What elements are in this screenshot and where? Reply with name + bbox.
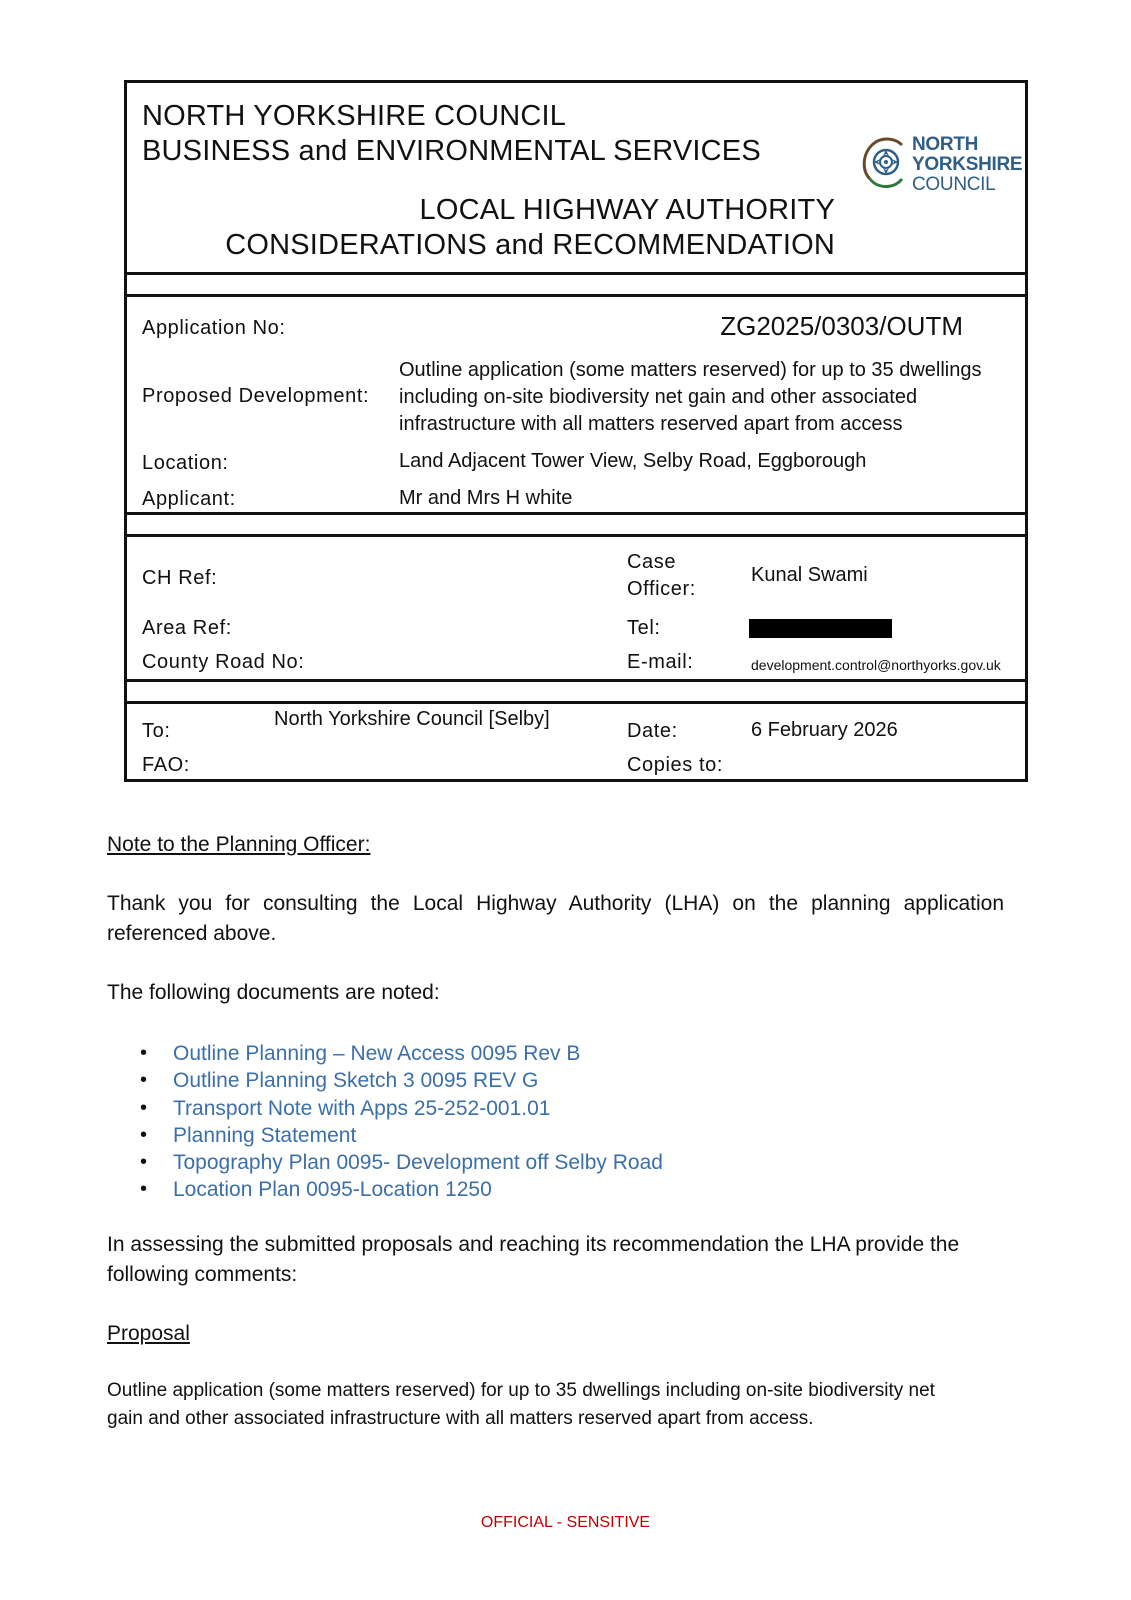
applicant-value: Mr and Mrs H white xyxy=(399,487,573,509)
application-details-section xyxy=(127,297,1025,515)
document-link[interactable]: • Outline Planning – New Access 0095 Rev B xyxy=(140,1040,663,1067)
title-line-1: LOCAL HIGHWAY AUTHORITY xyxy=(419,194,835,226)
header-section xyxy=(127,83,1025,275)
document-link[interactable]: • Topography Plan 0095- Development off Selby Road xyxy=(140,1149,663,1176)
document-link[interactable]: • Location Plan 0095-Location 1250 xyxy=(140,1176,663,1203)
area-ref-label: Area Ref: xyxy=(142,617,232,639)
application-number: ZG2025/0303/OUTM xyxy=(720,311,963,341)
fao-label: FAO: xyxy=(142,754,190,776)
tel-label: Tel: xyxy=(627,617,661,639)
org-line-1: NORTH YORKSHIRE COUNCIL xyxy=(142,100,567,132)
title-line-2: CONSIDERATIONS and RECOMMENDATION xyxy=(225,229,835,261)
rose-emblem-icon xyxy=(860,133,910,195)
consultation-header-form xyxy=(124,80,1028,782)
proposal-paragraph: Outline application (some matters reserved) for up to 35 dwellings including on-site biodiversity net gain and other associated infrastructure with all matters reserved apart from access. xyxy=(107,1380,935,1429)
council-logo xyxy=(860,133,1023,203)
thanks-paragraph: Thank you for consulting the Local Highway Authority (LHA) on the planning application referenced above. xyxy=(107,892,1004,945)
email-address[interactable]: development.control@northyorks.gov.uk xyxy=(751,657,1001,673)
application-no-label: Application No: xyxy=(142,317,286,339)
proposed-development-label: Proposed Development: xyxy=(142,385,370,407)
org-line-2: BUSINESS and ENVIRONMENTAL SERVICES xyxy=(142,135,761,167)
date-value: 6 February 2026 xyxy=(751,719,898,741)
note-heading: Note to the Planning Officer: xyxy=(107,833,371,856)
divider-row xyxy=(127,682,1025,704)
case-officer-value: Kunal Swami xyxy=(751,564,868,586)
documents-intro: The following documents are noted: xyxy=(107,981,440,1004)
documents-list xyxy=(140,1040,663,1204)
proposed-development-text: Outline application (some matters reserved) for up to 35 dwellings including on-site biodiversity net gain and other associated infrastructure with all matters reserved apart from access xyxy=(399,359,982,435)
document-link[interactable]: • Transport Note with Apps 25-252-001.01 xyxy=(140,1095,663,1122)
applicant-label: Applicant: xyxy=(142,488,236,510)
date-label: Date: xyxy=(627,720,678,742)
email-label: E-mail: xyxy=(627,651,694,673)
location-label: Location: xyxy=(142,452,229,474)
divider-row xyxy=(127,275,1025,297)
copies-to-label: Copies to: xyxy=(627,754,724,776)
ch-ref-label: CH Ref: xyxy=(142,567,218,589)
case-officer-label: Case Officer: xyxy=(627,551,696,600)
proposal-heading: Proposal xyxy=(107,1322,190,1345)
document-link[interactable]: • Outline Planning Sketch 3 0095 REV G xyxy=(140,1067,663,1094)
redacted-telephone xyxy=(749,619,892,638)
organisation-name xyxy=(142,99,761,169)
references-section xyxy=(127,537,1025,682)
assessment-paragraph: In assessing the submitted proposals and reaching its recommendation the LHA provide the following comments: xyxy=(107,1233,960,1286)
document-link[interactable]: • Planning Statement xyxy=(140,1122,663,1149)
county-road-label: County Road No: xyxy=(142,651,305,673)
to-label: To: xyxy=(142,720,171,742)
routing-section xyxy=(127,704,1025,779)
security-classification: OFFICIAL - SENSITIVE xyxy=(480,1514,651,1531)
divider-row xyxy=(127,515,1025,537)
location-value: Land Adjacent Tower View, Selby Road, Eggborough xyxy=(399,450,867,472)
document-title xyxy=(225,193,835,263)
logo-wordmark: NORTH YORKSHIRE COUNCIL xyxy=(912,134,1023,195)
to-value: North Yorkshire Council [Selby] xyxy=(274,708,550,730)
